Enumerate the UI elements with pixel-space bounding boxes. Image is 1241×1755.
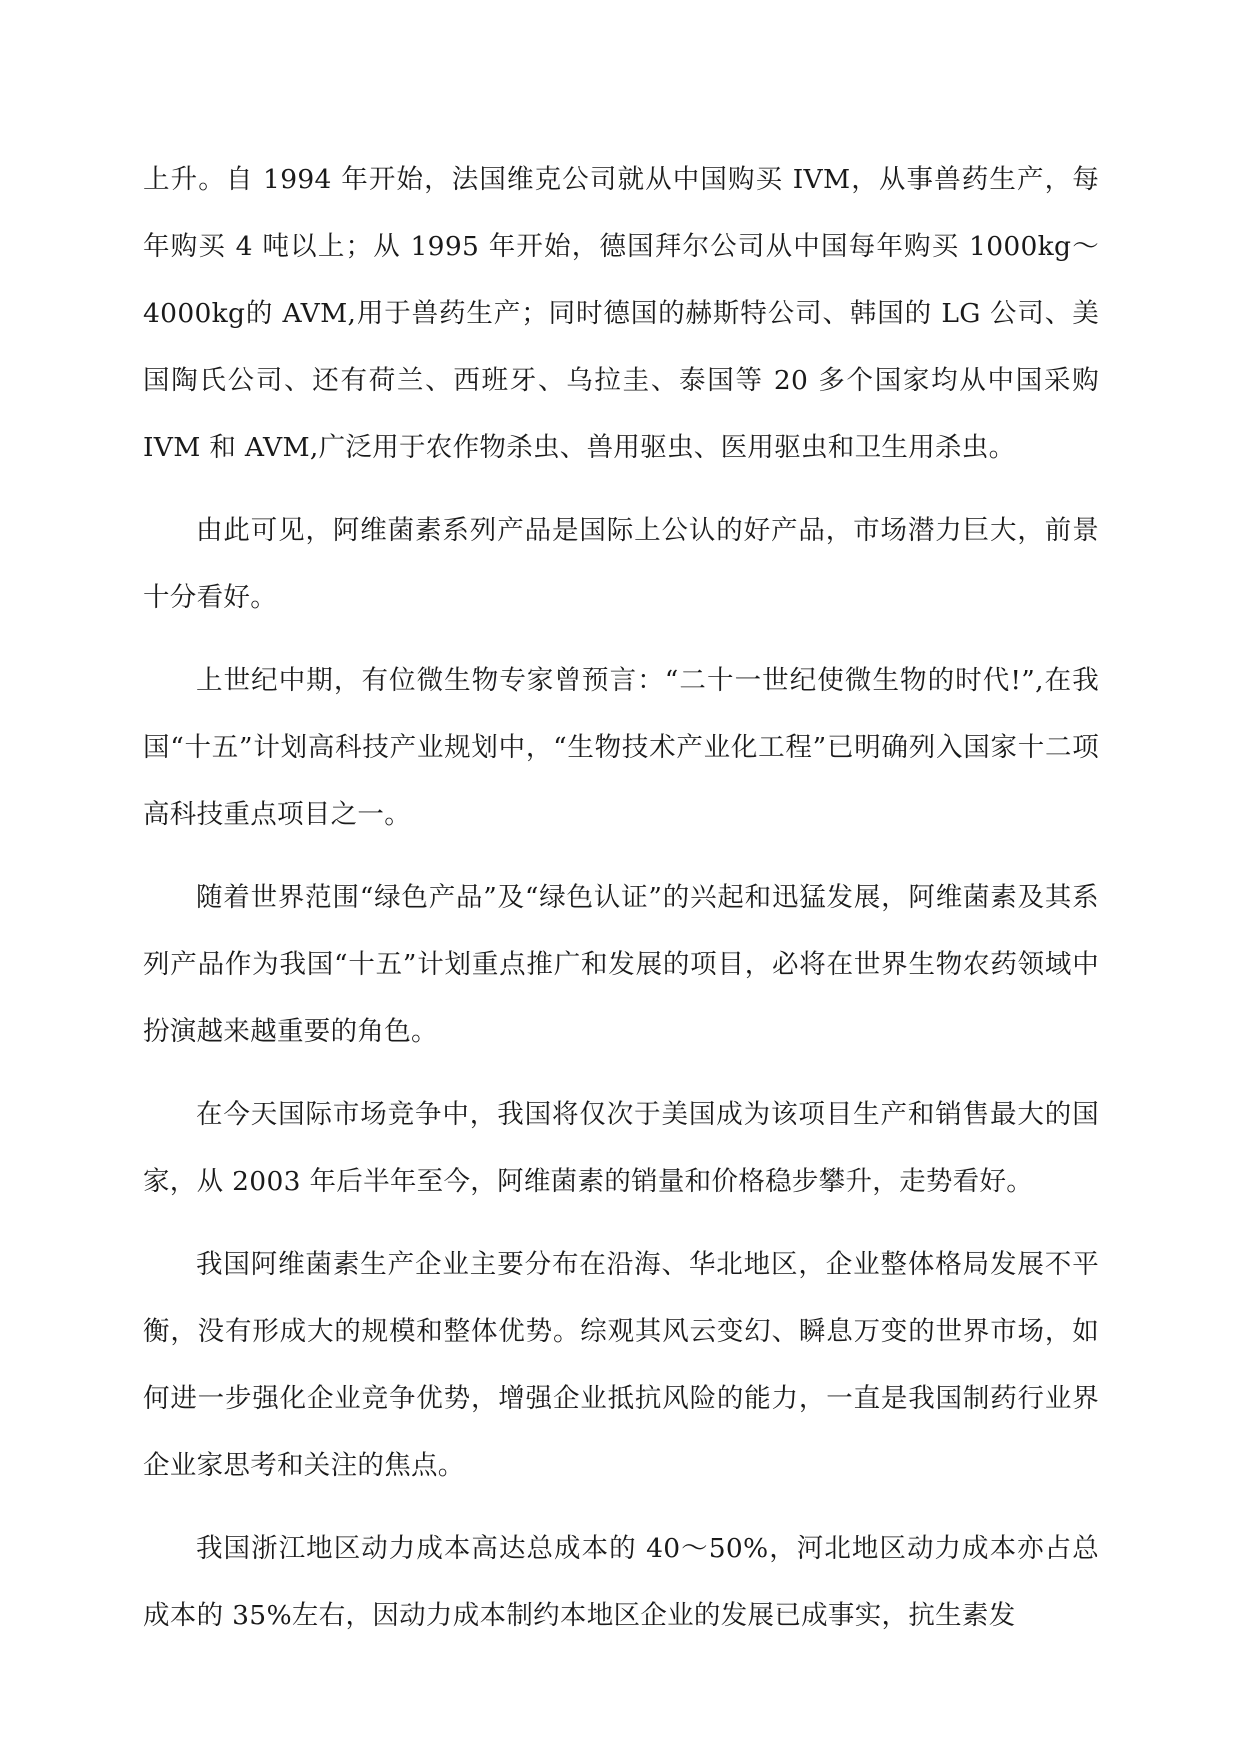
paragraph-2: 由此可见，阿维菌素系列产品是国际上公认的好产品，市场潜力巨大，前景十分看好。 <box>143 515 1099 613</box>
paragraph-4: 随着世界范围“绿色产品”及“绿色认证”的兴起和迅猛发展，阿维菌素及其系列产品作为我国“十五”计划重点推广和发展的项目，必将在世界生物农药领域中扮演越来越重要的角色。 <box>143 882 1099 1047</box>
paragraph-5: 在今天国际市场竞争中，我国将仅次于美国成为该项目生产和销售最大的国家，从 2003 年后半年至今，阿维菌素的销量和价格稳步攀升，走势看好。 <box>143 1099 1099 1197</box>
document-body <box>143 146 1099 1665</box>
paragraph-7: 我国浙江地区动力成本高达总成本的 40～50%，河北地区动力成本亦占总成本的 35%左右，因动力成本制约本地区企业的发展已成事实，抗生素发 <box>143 1533 1099 1631</box>
paragraph-6: 我国阿维菌素生产企业主要分布在沿海、华北地区，企业整体格局发展不平衡，没有形成大的规模和整体优势。综观其风云变幻、瞬息万变的世界市场，如何进一步强化企业竞争优势，增强企业抵抗风险的能力，一直是我国制药行业界企业家思考和关注的焦点。 <box>143 1249 1099 1481</box>
paragraph-1: 上升。自 1994 年开始，法国维克公司就从中国购买 IVM，从事兽药生产，每年购买 4 吨以上；从 1995 年开始，德国拜尔公司从中国每年购买 1000kg～4000kg的 AVM,用于兽药生产；同时德国的赫斯特公司、韩国的 LG 公司、美国陶氏公司、还有荷兰、西班牙、乌拉圭、泰国等 20 多个国家均从中国采购 IVM 和 AVM,广泛用于农作物杀虫、兽用驱虫、医用驱虫和卫生用杀虫。 <box>143 164 1099 463</box>
paragraph-3: 上世纪中期，有位微生物专家曾预言：“二十一世纪使微生物的时代!”,在我国“十五”计划高科技产业规划中，“生物技术产业化工程”已明确列入国家十二项高科技重点项目之一。 <box>143 665 1099 830</box>
